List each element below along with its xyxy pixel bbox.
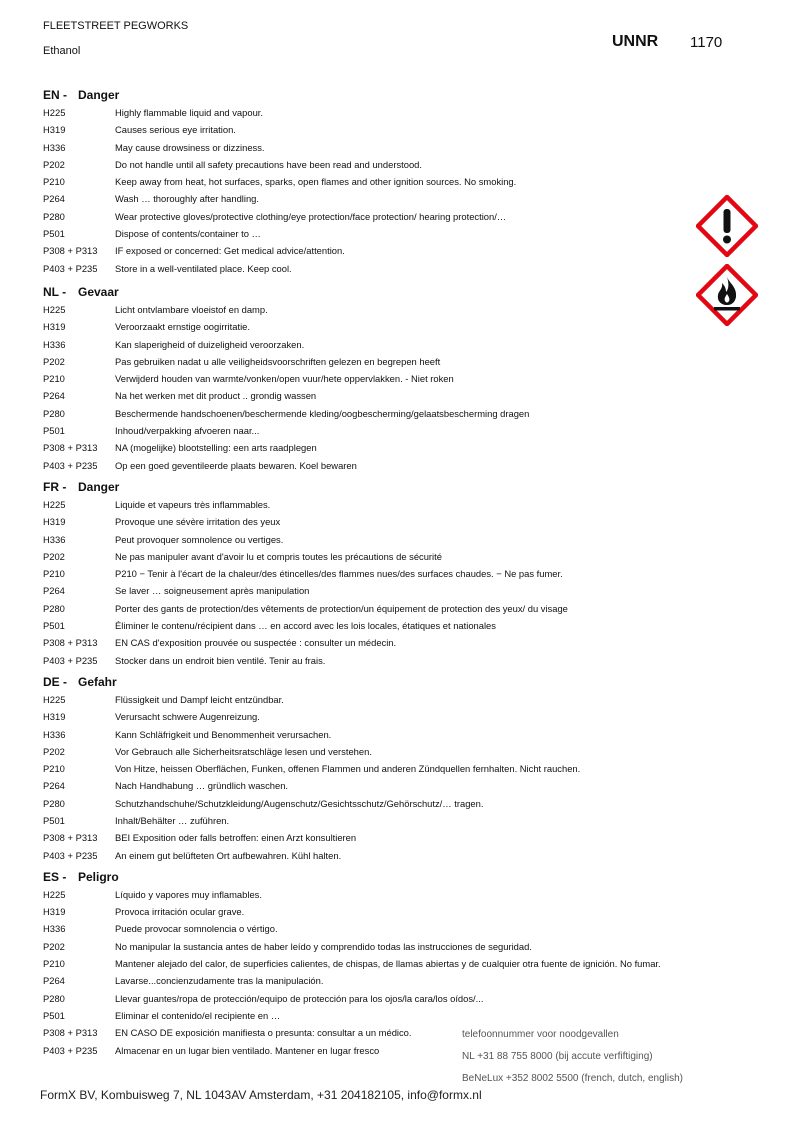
- statement-text: Store in a well-ventilated place. Keep cool.: [115, 262, 292, 274]
- statement-text: Ne pas manipuler avant d'avoir lu et compris toutes les précautions de sécurité: [115, 550, 442, 562]
- statement-row: [43, 387, 743, 404]
- statement-code: H225: [43, 498, 66, 510]
- emergency-nl: NL +31 88 755 8000 (bij accute verfiftiging): [462, 1051, 653, 1062]
- statement-code: P501: [43, 620, 65, 632]
- statement-text: Kann Schläfrigkeit und Benommenheit verursachen.: [115, 728, 332, 740]
- statement-code: H319: [43, 516, 66, 528]
- statement-row: [43, 104, 743, 121]
- statement-code: P308 + P313: [43, 245, 98, 257]
- statement-text: May cause drowsiness or dizziness.: [115, 141, 265, 153]
- statement-text: Líquido y vapores muy inflamables.: [115, 888, 262, 900]
- statement-row: [43, 903, 743, 920]
- statement-code: P403 + P235: [43, 262, 98, 274]
- statement-row: [43, 121, 743, 138]
- statement-text: Op een goed geventileerde plaats bewaren. Koel bewaren: [115, 459, 357, 471]
- statement-row: [43, 336, 743, 353]
- statement-code: P308 + P313: [43, 442, 98, 454]
- statement-row: [43, 225, 743, 242]
- statement-code: H336: [43, 728, 66, 740]
- statement-text: Von Hitze, heissen Oberflächen, Funken, offenen Flammen und anderen Zündquellen fernhalten. Nicht rauchen.: [115, 763, 581, 775]
- emergency-benelux: BeNeLux +352 8002 5500 (french, dutch, english): [462, 1073, 683, 1084]
- statement-text: Puede provocar somnolencia o vértigo.: [115, 923, 278, 935]
- signal-word: Danger: [78, 88, 120, 102]
- statement-row: [43, 634, 743, 651]
- statement-row: [43, 920, 743, 937]
- statement-code: P308 + P313: [43, 637, 98, 649]
- unnr-number: 1170: [690, 34, 723, 51]
- statement-code: P308 + P313: [43, 832, 98, 844]
- statement-text: EN CAS d'exposition prouvée ou suspectée : consulter un médecin.: [115, 637, 397, 649]
- statement-text: Mantener alejado del calor, de superficies calientes, de chispas, de llamas abiertas y de cualquier otra fuente de ignición. No fumar.: [115, 958, 661, 970]
- statement-text: Stocker dans un endroit bien ventilé. Tenir au frais.: [115, 654, 326, 666]
- language-code: ES -: [43, 869, 67, 884]
- section-es: [43, 868, 743, 1059]
- statement-row: [43, 760, 743, 777]
- statement-text: Pas gebruiken nadat u alle veiligheidsvoorschriften gelezen en begrepen heeft: [115, 355, 441, 367]
- hazard-statements: [43, 86, 743, 1059]
- statement-row: [43, 208, 743, 225]
- statement-code: P202: [43, 940, 65, 952]
- signal-word: Peligro: [78, 869, 119, 884]
- statement-row: [43, 582, 743, 599]
- statement-row: [43, 795, 743, 812]
- statement-code: H336: [43, 338, 66, 350]
- statement-text: EN CASO DE exposición manifiesta o presunta: consultar a un médico.: [115, 1027, 412, 1039]
- statement-row: [43, 513, 743, 530]
- statement-text: Schutzhandschuhe/Schutzkleidung/Augenschutz/Gesichtsschutz/Gehörschutz/… tragen.: [115, 797, 484, 809]
- statement-row: [43, 1024, 743, 1041]
- statement-row: [43, 370, 743, 387]
- section-heading: [43, 86, 743, 104]
- statement-row: [43, 190, 743, 207]
- statement-row: [43, 405, 743, 422]
- section-heading: [43, 283, 743, 301]
- signal-word: Danger: [78, 479, 120, 494]
- company-name: FLEETSTREET PEGWORKS: [43, 20, 189, 32]
- statement-text: Beschermende handschoenen/beschermende kleding/oogbescherming/gelaatsbescherming dragen: [115, 407, 530, 419]
- statement-text: Llevar guantes/ropa de protección/equipo de protección para los ojos/la cara/los oídos/...: [115, 992, 484, 1004]
- section-heading: [43, 478, 743, 496]
- statement-code: P264: [43, 585, 65, 597]
- statement-code: P501: [43, 425, 65, 437]
- statement-text: An einem gut belüfteten Ort aufbewahren. Kühl halten.: [115, 849, 342, 861]
- statement-row: [43, 600, 743, 617]
- statement-text: NA (mogelijke) blootstelling: een arts raadplegen: [115, 442, 317, 454]
- statement-code: H225: [43, 303, 66, 315]
- statement-code: H319: [43, 321, 66, 333]
- statement-code: H225: [43, 888, 66, 900]
- statement-row: [43, 156, 743, 173]
- statement-text: Causes serious eye irritation.: [115, 124, 236, 136]
- statement-text: Eliminar el contenido/el recipiente en …: [115, 1009, 281, 1021]
- section-en: [43, 86, 743, 277]
- statement-text: Do not handle until all safety precautions have been read and understood.: [115, 158, 422, 170]
- statement-row: [43, 139, 743, 156]
- statement-text: Dispose of contents/container to …: [115, 228, 261, 240]
- statement-code: P264: [43, 193, 65, 205]
- statement-code: H225: [43, 107, 66, 118]
- statement-code: P202: [43, 355, 65, 367]
- statement-row: [43, 777, 743, 794]
- statement-row: [43, 886, 743, 903]
- statement-code: P202: [43, 158, 65, 170]
- statement-code: H336: [43, 141, 66, 153]
- statement-code: P308 + P313: [43, 1027, 98, 1039]
- statement-row: [43, 548, 743, 565]
- statement-text: Inhoud/verpakking afvoeren naar...: [115, 425, 260, 437]
- statement-code: P403 + P235: [43, 849, 98, 861]
- statement-code: P264: [43, 780, 65, 792]
- statement-row: [43, 1007, 743, 1024]
- statement-text: Na het werken met dit product .. grondig wassen: [115, 390, 317, 402]
- statement-text: Highly flammable liquid and vapour.: [115, 107, 263, 118]
- statement-text: Provoque une sévère irritation des yeux: [115, 516, 281, 528]
- statement-code: P210: [43, 373, 65, 385]
- statement-text: Éliminer le contenu/récipient dans … en accord avec les lois locales, étatiques et nationales: [115, 620, 496, 632]
- statement-row: [43, 173, 743, 190]
- emergency-label: telefoonnummer voor noodgevallen: [462, 1029, 619, 1040]
- statement-code: H225: [43, 693, 66, 705]
- statement-code: P501: [43, 1009, 65, 1021]
- language-code: DE -: [43, 674, 67, 689]
- unnr-label: UNNR: [612, 33, 659, 50]
- statement-code: H319: [43, 711, 66, 723]
- statement-code: P280: [43, 602, 65, 614]
- statement-row: [43, 652, 743, 669]
- section-heading: [43, 673, 743, 691]
- statement-text: Verwijderd houden van warmte/vonken/open vuur/hete oppervlakken. - Niet roken: [115, 373, 454, 385]
- statement-text: Kan slaperigheid of duizeligheid veroorzaken.: [115, 338, 305, 350]
- statement-row: [43, 531, 743, 548]
- statement-code: P264: [43, 390, 65, 402]
- statement-row: [43, 242, 743, 259]
- statement-row: [43, 708, 743, 725]
- statement-code: P403 + P235: [43, 654, 98, 666]
- statement-code: P501: [43, 814, 65, 826]
- statement-text: No manipular la sustancia antes de haber leído y comprendido todas las instrucciones de seguridad.: [115, 940, 532, 952]
- statement-text: IF exposed or concerned: Get medical advice/attention.: [115, 245, 345, 257]
- statement-code: P280: [43, 407, 65, 419]
- statement-code: P264: [43, 975, 65, 987]
- statement-code: P501: [43, 228, 65, 240]
- statement-code: H319: [43, 124, 66, 136]
- signal-word: Gevaar: [78, 284, 119, 299]
- statement-code: H336: [43, 533, 66, 545]
- flame-icon: [696, 264, 758, 326]
- statement-row: [43, 812, 743, 829]
- statement-text: Liquide et vapeurs très inflammables.: [115, 498, 271, 510]
- statement-text: Flüssigkeit und Dampf leicht entzündbar.: [115, 693, 284, 705]
- statement-code: P280: [43, 210, 65, 222]
- signal-word: Gefahr: [78, 674, 117, 689]
- statement-code: P403 + P235: [43, 459, 98, 471]
- statement-code: P210: [43, 958, 65, 970]
- statement-code: P280: [43, 797, 65, 809]
- statement-row: [43, 318, 743, 335]
- statement-code: H336: [43, 923, 66, 935]
- language-code: NL -: [43, 284, 67, 299]
- statement-code: P210: [43, 763, 65, 775]
- statement-row: [43, 617, 743, 634]
- statement-text: Inhalt/Behälter … zuführen.: [115, 814, 230, 826]
- statement-row: [43, 990, 743, 1007]
- statement-row: [43, 938, 743, 955]
- exclamation-mark-icon: [696, 195, 758, 257]
- statement-text: Peut provoquer somnolence ou vertiges.: [115, 533, 284, 545]
- statement-code: P202: [43, 550, 65, 562]
- statement-text: Se laver … soigneusement après manipulation: [115, 585, 310, 597]
- statement-row: [43, 743, 743, 760]
- statement-text: Vor Gebrauch alle Sicherheitsratschläge lesen und verstehen.: [115, 745, 372, 757]
- statement-row: [43, 829, 743, 846]
- statement-row: [43, 726, 743, 743]
- statement-row: [43, 691, 743, 708]
- statement-text: Almacenar en un lugar bien ventilado. Mantener en lugar fresco: [115, 1044, 380, 1056]
- statement-text: Veroorzaakt ernstige oogirritatie.: [115, 321, 250, 333]
- statement-code: P280: [43, 992, 65, 1004]
- statement-row: [43, 457, 743, 474]
- statement-text: BEI Exposition oder falls betroffen: einen Arzt konsultieren: [115, 832, 357, 844]
- statement-row: [43, 955, 743, 972]
- language-code: EN -: [43, 88, 67, 102]
- statement-text: Nach Handhabung … gründlich waschen.: [115, 780, 289, 792]
- statement-text: Licht ontvlambare vloeistof en damp.: [115, 303, 268, 315]
- statement-text: Wash … thoroughly after handling.: [115, 193, 260, 205]
- statement-code: P210: [43, 568, 65, 580]
- statement-row: [43, 847, 743, 864]
- statement-row: [43, 353, 743, 370]
- statement-text: Lavarse...concienzudamente tras la manipulación.: [115, 975, 324, 987]
- language-code: FR -: [43, 479, 67, 494]
- statement-code: P202: [43, 745, 65, 757]
- section-heading: [43, 868, 743, 886]
- statement-text: Wear protective gloves/protective clothing/eye protection/face protection/ hearing protection/…: [115, 210, 507, 222]
- section-nl: [43, 283, 743, 474]
- statement-row: [43, 260, 743, 277]
- statement-code: P403 + P235: [43, 1044, 98, 1056]
- statement-text: Keep away from heat, hot surfaces, sparks, open flames and other ignition sources. No smoking.: [115, 176, 517, 188]
- statement-row: [43, 301, 743, 318]
- statement-row: [43, 422, 743, 439]
- statement-row: [43, 565, 743, 582]
- statement-code: H319: [43, 906, 66, 918]
- statement-text: Provoca irritación ocular grave.: [115, 906, 245, 918]
- statement-row: [43, 496, 743, 513]
- footer-address: FormX BV, Kombuisweg 7, NL 1043AV Amsterdam, +31 204182105, info@formx.nl: [40, 1088, 482, 1102]
- statement-row: [43, 439, 743, 456]
- section-fr: [43, 478, 743, 669]
- statement-text: Verursacht schwere Augenreizung.: [115, 711, 260, 723]
- section-de: [43, 673, 743, 864]
- statement-text: Porter des gants de protection/des vêtements de protection/un équipement de protection des yeux/ du visage: [115, 602, 568, 614]
- statement-code: P210: [43, 176, 65, 188]
- product-name: Ethanol: [43, 45, 81, 57]
- statement-row: [43, 972, 743, 989]
- statement-text: P210 − Tenir à l'écart de la chaleur/des étincelles/des flammes nues/des surfaces chaudes. − Ne pas fumer.: [115, 568, 563, 580]
